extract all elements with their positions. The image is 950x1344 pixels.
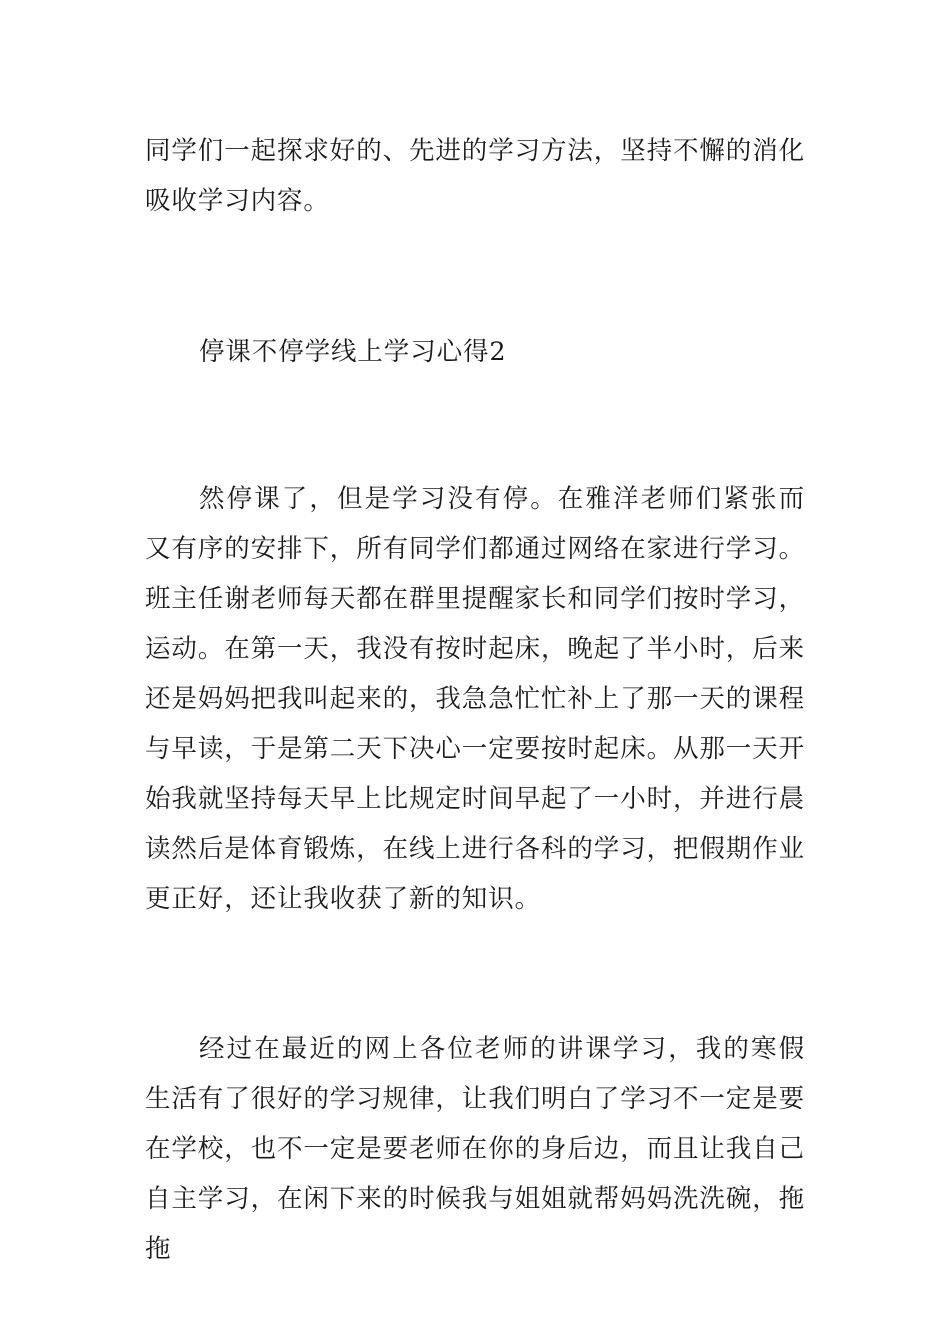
paragraph-continuation: 同学们一起探求好的、先进的学习方法，坚持不懈的消化吸收学习内容。 [145, 136, 806, 216]
paragraph-body-2: 经过在最近的网上各位老师的讲课学习，我的寒假生活有了很好的学习规律，让我们明白了学习不一定是要在学校，也不一定是要老师在你的身后边，而且让我自己自主学习，在闲下来的时候我与姐姐就帮妈妈洗洗碗，拖拖 [145, 1034, 806, 1264]
section-heading: 停课不停学线上学习心得2 [199, 337, 507, 367]
paragraph-body-1: 然停课了，但是学习没有停。在雅洋老师们紧张而又有序的安排下，所有同学们都通过网络在家进行学习。班主任谢老师每天都在群里提醒家长和同学们按时学习，运动。在第一天，我没有按时起床，晚起了半小时，后来还是妈妈把我叫起来的，我急急忙忙补上了那一天的课程与早读，于是第二天下决心一定要按时起床。从那一天开始我就坚持每天早上比规定时间早起了一小时，并进行晨读然后是体育锻炼，在线上进行各科的学习，把假期作业更正好，还让我收获了新的知识。 [145, 484, 806, 914]
